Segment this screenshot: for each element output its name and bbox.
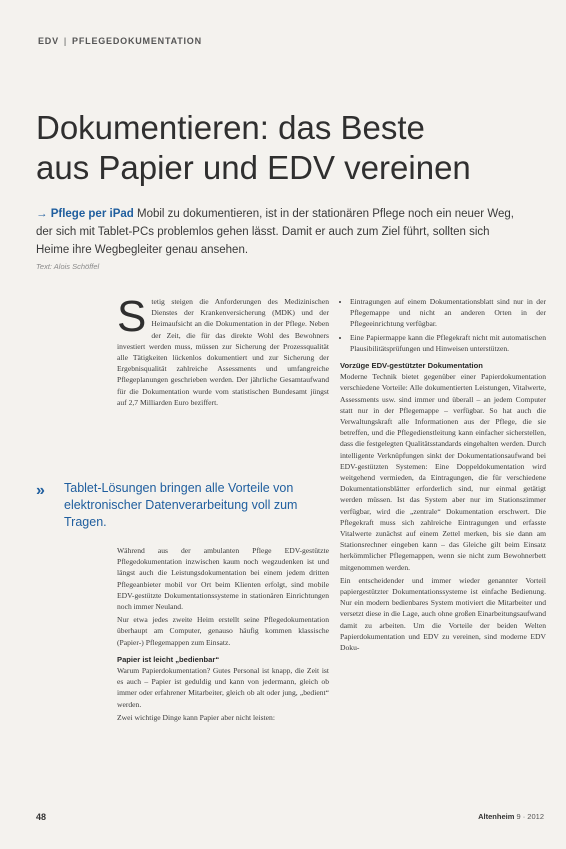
paragraph: Ein entscheidender und immer wieder genannter Vorteil papiergestützter Dokumentationssysteme ist einfache Bedienung. Nur ein modern bedienbares System motiviert die Mitarbeiter und versetzt diese in die Lage, auch ohne großen Einarbeitungsaufwand damit zu arbeiten. Um die Vorteile der beiden Welten Papierdokumentation und EDV zu vereinen, sind moderne EDV Doku- — [340, 575, 546, 653]
bullet-list — [340, 296, 546, 354]
paragraph: Zwei wichtige Dinge kann Papier aber nicht leisten: — [117, 712, 275, 722]
column-1-top — [117, 292, 329, 410]
article-headline — [36, 108, 536, 188]
section-separator: | — [63, 36, 68, 46]
paragraph: Warum Papierdokumentation? Gutes Personal ist knapp, die Zeit ist es auch – Papier ist geduldig und kann von jedermann, gleich ob immer oder erfahrener Mitarbeiter, gleich ob alt oder jung, „bedient“ werden. — [117, 666, 329, 709]
section-name: EDV — [38, 36, 59, 46]
page-number: 48 — [36, 812, 47, 822]
issue-number: 9 · 2012 — [516, 812, 544, 821]
column-1-bottom — [117, 545, 329, 725]
teaser-text: Mobil zu dokumentieren, ist in der stationären Pflege noch ein neuer Weg, der sich mit Tablet-PCs problemlos gehen lässt. Damit er auch zum Ziel führt, sollten sich Heime ihre Wegbegleiter genau ansehen. — [36, 208, 514, 256]
paragraph-intro: tetig steigen die Anforderungen des Medizinischen Dienstes der Krankenversicherung (MDK) und der Heimaufsicht an die Dokumentation in der Pflege. Neben der Zeit, die für das direkte Wohl des Bewohners investiert werden muss, müssen zur Sicherung der Prozessqualität alle Tätigkeiten lückenlos dokumentiert und zur Sicherung der Ergebnisqualität zahlreiche Assessments und umfangreiche Pflegeplanungen geschrieben werden. Der jährliche Gesamtaufwand für die Dokumentation wurde vom statistischen Bundesamt jüngst auf 2,7 Milliarden Euro beziffert. — [117, 297, 329, 407]
paragraph: Nur etwa jedes zweite Heim erstellt seine Pflegedokumentation überhaupt am Computer, genauso häufig kommen klassische (Papier-) Pflegemappen zum Einsatz. — [117, 615, 329, 647]
quote-icon: » — [36, 482, 45, 499]
pull-quote — [36, 480, 331, 531]
magazine-footer — [478, 812, 544, 821]
headline-line-2: aus Papier und EDV vereinen — [36, 149, 471, 186]
drop-cap: S — [117, 292, 147, 341]
subsection-name: PFLEGEDOKUMENTATION — [72, 36, 202, 46]
magazine-name: Altenheim — [478, 812, 515, 821]
article-teaser — [36, 205, 516, 259]
pull-quote-text: Tablet-Lösungen bringen alle Vorteile von elektronischer Datenverarbeitung voll zum Tragen. — [64, 481, 298, 529]
teaser-lead: Pflege per iPad — [50, 208, 134, 220]
author-byline: Text: Alois Schöffel — [36, 262, 100, 271]
headline-line-1: Dokumentieren: das Beste — [36, 109, 425, 146]
subheading: Vorzüge EDV-gestützter Dokumentation — [340, 361, 483, 371]
paragraph: Moderne Technik bietet gegenüber einer Papierdokumentation verschiedene Vorteile: Alle dokumentierten Leistungen, Vitalwerte, Assessments usw. sind immer und überall – an jedem Computer statt nur in der Pflegemappe – verfügbar. So hat auch die Verwaltungskraft alle Informationen aus der Pflege, die sie betreffen, und die Pflegedienstleitung kann einfacher sicherstellen, dass die festgelegten Qualitätsstandards eingehalten werden. Durch intelligente Verknüpfungen sinkt der Dokumentationsaufwand bei EDV-gestützten Systemen: Eine Doppeldokumentation wird weitgehend vermieden, da Eintragungen, die für verschiedene Dokumentationsblätter erforderlich sind, nur einmal getätigt werden müssen. Ist das System aber nur im Stationszimmer verfügbar, wird die „zentrale“ Dokumentation erschwert. Die Pflegekraft muss sich zahlreiche Eintragungen und erfasste Vitalwerte zunächst auf einem Zettel merken, bis sie dann am Stationsrechner eingeben kann – das Gleiche gilt beim Einsatz herkömmlicher Pflegemappen, wenn sie nicht zum Bewohnerbett mitgenommen werden. — [340, 372, 546, 572]
subheading: Papier ist leicht „bedienbar“ — [117, 654, 220, 664]
list-item: • Eine Papiermappe kann die Pflegekraft nicht mit automatischen Plausibilitätsprüfungen und Hinweisen unterstützen. — [350, 332, 546, 354]
arrow-icon: → — [36, 208, 48, 220]
list-item: • Eintragungen auf einem Dokumentationsblatt sind nur in der Pflegemappe und nicht an anderen Orten in der Pflegeeinrichtung verfügbar. — [350, 296, 546, 330]
column-2 — [340, 296, 546, 655]
section-label — [38, 36, 202, 46]
paragraph: Während aus der ambulanten Pflege EDV-gestützte Pflegedokumentation inzwischen kaum noch wegzudenken ist und längst auch die Leistungsdokumentation bei einem jedem dritten Pflegeanbieter mobil vor Ort beim Klienten erfolgt, sind mobile EDV-gestützte Dokumentationssysteme in stationären Einrichtungen noch immer Neuland. — [117, 546, 329, 612]
